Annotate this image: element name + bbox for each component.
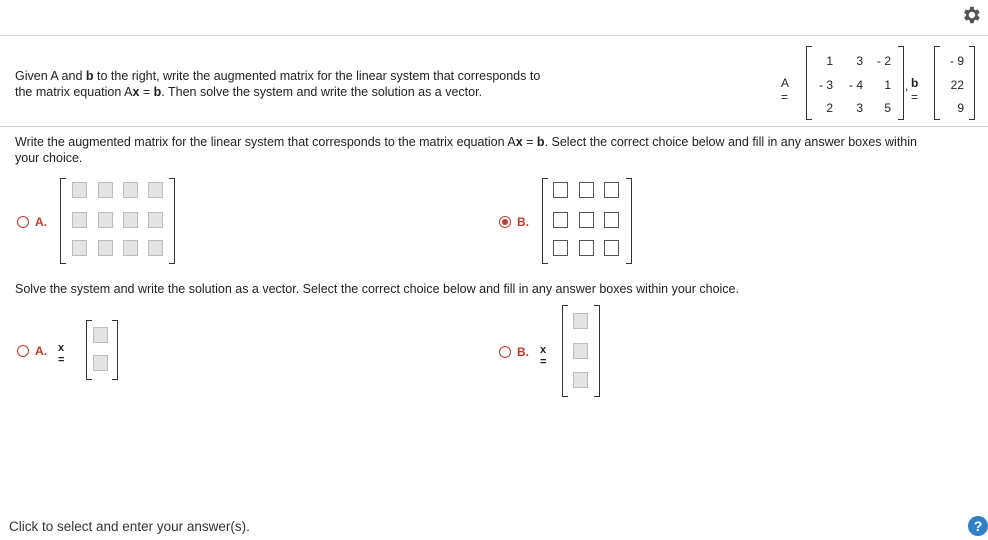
answer-box[interactable] (148, 240, 163, 256)
answer-box[interactable] (123, 182, 138, 198)
matrix-A-cell: - 3 (818, 78, 833, 92)
answer-box[interactable] (579, 212, 594, 228)
part1-option-a-radio[interactable] (17, 216, 29, 228)
vector-b-cell: 9 (957, 101, 964, 115)
answer-box[interactable] (93, 355, 108, 371)
part2-option-a-label[interactable]: A. (35, 344, 47, 358)
answer-box[interactable] (98, 182, 113, 198)
part2-option-b-radio[interactable] (499, 346, 511, 358)
answer-box[interactable] (579, 240, 594, 256)
answer-box[interactable] (98, 240, 113, 256)
answer-box[interactable] (72, 212, 87, 228)
matrix-separator-comma: , (905, 79, 909, 93)
help-button[interactable]: ? (968, 516, 988, 536)
status-text: Click to select and enter your answer(s). (9, 519, 250, 534)
section-divider (0, 126, 988, 127)
answer-box[interactable] (604, 240, 619, 256)
vector-b-label: b = (911, 76, 919, 104)
answer-box[interactable] (604, 182, 619, 198)
top-divider (0, 35, 988, 36)
matrix-bracket-right (626, 178, 632, 264)
answer-box[interactable] (72, 240, 87, 256)
answer-box[interactable] (553, 212, 568, 228)
answer-box[interactable] (553, 240, 568, 256)
matrix-A-label: A = (781, 76, 789, 104)
matrix-A-cell: 3 (856, 54, 863, 68)
vector-b-bracket-right (969, 46, 975, 120)
matrix-bracket-left (60, 178, 66, 264)
answer-box[interactable] (123, 212, 138, 228)
matrix-bracket-left (542, 178, 548, 264)
part2-prompt: Solve the system and write the solution as a vector. Select the correct choice below and fill in any answer boxes within your choice. (15, 282, 739, 296)
matrix-A-cell: - 4 (848, 78, 863, 92)
part2-option-a-radio[interactable] (17, 345, 29, 357)
answer-box[interactable] (573, 313, 588, 329)
answer-box[interactable] (604, 212, 619, 228)
answer-box[interactable] (579, 182, 594, 198)
matrix-A-cell: 2 (826, 101, 833, 115)
matrix-A-cell: 3 (856, 101, 863, 115)
gear-icon[interactable] (960, 4, 982, 26)
answer-box[interactable] (148, 182, 163, 198)
part2-option-b-label[interactable]: B. (517, 345, 529, 359)
part2-option-a-x-label: x = (58, 342, 65, 366)
part2-option-b-x-label: x = (540, 344, 547, 368)
matrix-augment-line (174, 178, 175, 262)
matrix-A-cell: 1 (826, 54, 833, 68)
problem-statement: Given A and b to the right, write the augmented matrix for the linear system that corresponds to the matrix equation Ax = b. Then solve the system and write the solution as a vector. (15, 69, 541, 99)
part1-prompt: Write the augmented matrix for the linear system that corresponds to the matrix equation Ax = b. Select the correct choice below and fill in any answer boxes within your choice. (15, 135, 917, 165)
answer-box[interactable] (72, 182, 87, 198)
vector-b-cell: 22 (950, 78, 964, 92)
vector-bracket-left (562, 305, 568, 397)
vector-bracket-right (594, 305, 600, 397)
answer-box[interactable] (148, 212, 163, 228)
answer-box[interactable] (553, 182, 568, 198)
answer-box[interactable] (123, 240, 138, 256)
vector-b-cell: - 9 (949, 54, 964, 68)
part1-option-b-label[interactable]: B. (517, 215, 529, 229)
matrix-A-cell: 1 (884, 78, 891, 92)
matrix-A-bracket-right (898, 46, 904, 120)
vector-bracket-right (112, 320, 118, 380)
part1-option-b-radio[interactable] (499, 216, 511, 228)
matrix-A-cell: - 2 (876, 54, 891, 68)
matrix-A-cell: 5 (884, 101, 891, 115)
vector-bracket-left (86, 320, 92, 380)
answer-box[interactable] (93, 327, 108, 343)
answer-box[interactable] (98, 212, 113, 228)
part1-option-a-label[interactable]: A. (35, 215, 47, 229)
answer-box[interactable] (573, 372, 588, 388)
answer-box[interactable] (573, 343, 588, 359)
vector-b-bracket-left (934, 46, 940, 120)
